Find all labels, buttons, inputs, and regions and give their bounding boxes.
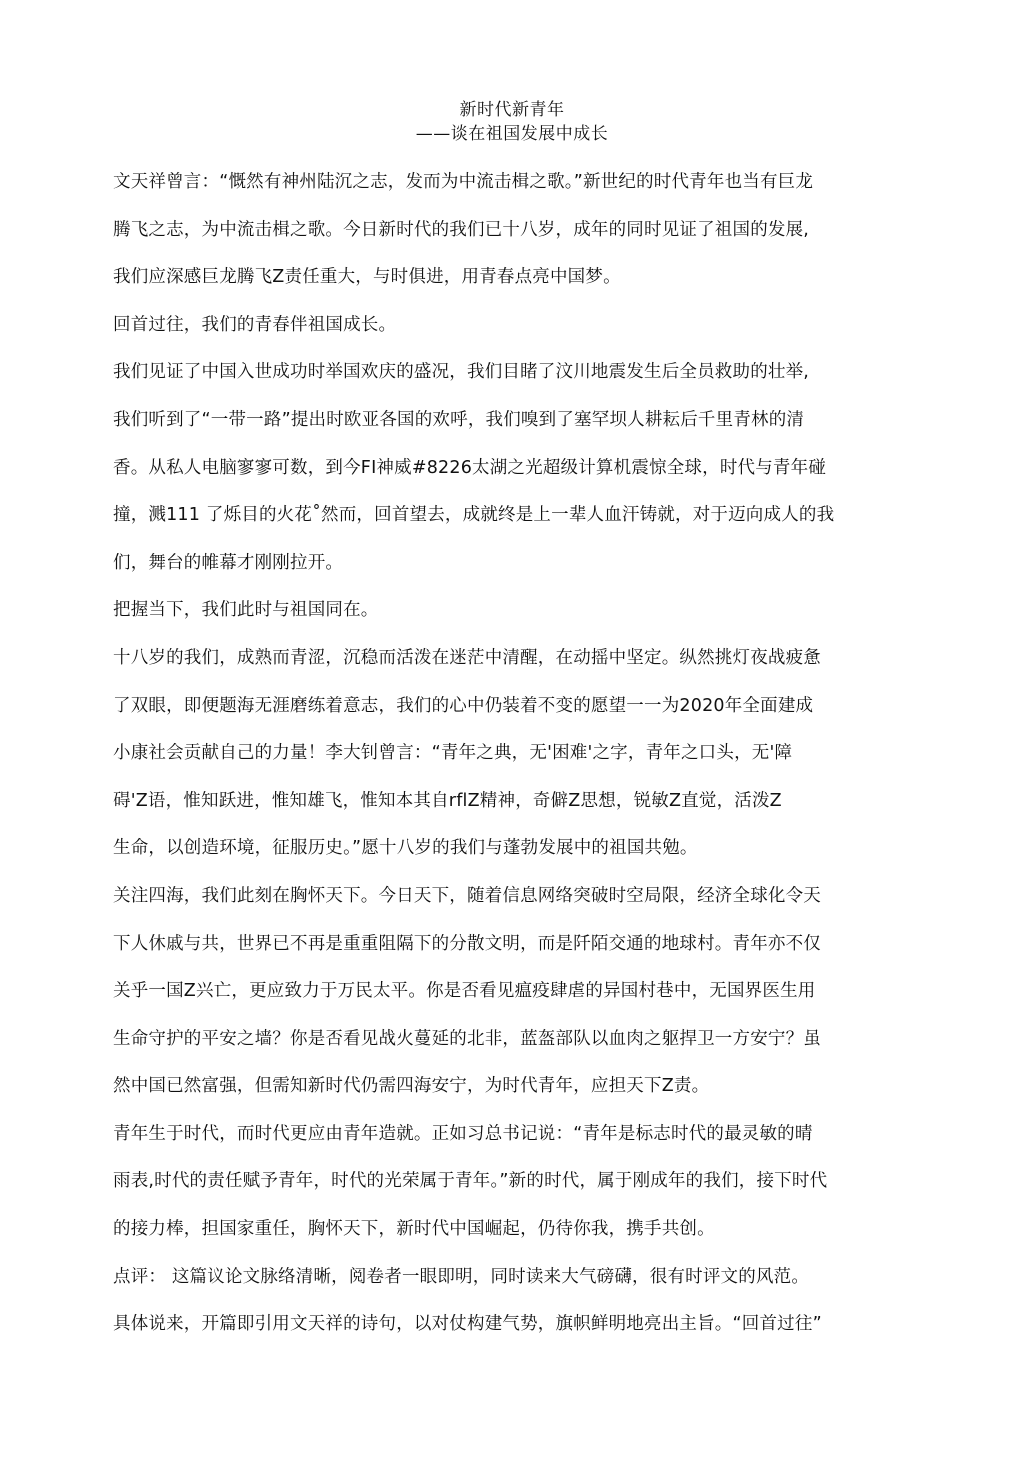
document-subtitle: ——谈在祖国发展中成长 xyxy=(415,124,609,144)
text-line: 然中国已然富强，但需知新时代仍需四海安宁，为时代青年，应担天下Z责。 xyxy=(113,1076,710,1097)
text-line: 了双眼，即便题海无涯磨练着意志，我们的心中仍装着不变的愿望一一为2020年全面建成 xyxy=(113,695,814,716)
text-line: 下人休戚与共，世界已不再是重重阻隔下的分散文明，而是阡陌交通的地球村。青年亦不仅 xyxy=(113,933,821,954)
text-line: 文天祥曾言：“慨然有神州陆沉之志，发而为中流击楫之歌。”新世纪的时代青年也当有巨龙 xyxy=(113,172,814,192)
text-line: 具体说来，开篇即引用文天祥的诗句，以对仗构建气势，旗帜鲜明地亮出主旨。“回首过往” xyxy=(113,1314,822,1335)
text-line: 青年生于时代，而时代更应由青年造就。正如习总书记说：“青年是标志时代的最灵敏的晴 xyxy=(113,1123,813,1144)
text-line: 把握当下，我们此时与祖国同在。 xyxy=(113,600,379,621)
text-line: 点评： 这篇议论文脉络清晰，阅卷者一眼即明，同时读来大气磅礴，很有时评文的风范。 xyxy=(113,1266,810,1287)
document-body xyxy=(113,166,893,1356)
text-line: 生命守护的平安之墙？你是否看见战火蔓延的北非，蓝盔部队以血肉之躯捍卫一方安宁？虽 xyxy=(113,1028,821,1049)
text-line: 关乎一国Z兴亡，更应致力于万民太平。你是否看见瘟疫肆虐的异国村巷中，无国界医生用 xyxy=(113,981,816,1002)
text-line: 们，舞台的帷幕才刚刚拉开。 xyxy=(113,552,344,573)
text-line: 回首过往，我们的青春伴祖国成长。 xyxy=(113,314,397,335)
text-line: 碍'Z语，惟知跃进，惟知雄飞，惟知本其自rflZ精神，奇僻Z思想，锐敏Z直觉，活泼Z xyxy=(113,790,782,811)
text-line: 我们听到了“一带一路”提出时欧亚各国的欢呼，我们嗅到了塞罕坝人耕耘后千里青林的清 xyxy=(113,409,805,430)
text-line: 撞，溅111 了烁目的火花˚然而，回首望去，成就终是上一辈人血汗铸就，对于迈向成人的我 xyxy=(113,505,835,526)
text-line: 生命，以创造环境，征服历史。”愿十八岁的我们与蓬勃发展中的祖国共勉。 xyxy=(113,838,698,859)
text-line: 雨表,时代的责任赋予青年，时代的光荣属于青年。”新的时代，属于刚成年的我们，接下时代 xyxy=(113,1171,828,1192)
text-line: 的接力棒，担国家重任，胸怀天下，新时代中国崛起，仍待你我，携手共创。 xyxy=(113,1219,715,1240)
text-line: 香。从私人电脑寥寥可数，到今FI神威#8226太湖之光超级计算机震惊全球，时代与青年碰 xyxy=(113,457,827,478)
text-line: 小康社会贡献自己的力量！李大钊曾言：“青年之典，无'困难'之字，青年之口头，无'障 xyxy=(113,743,793,764)
text-line: 十八岁的我们，成熟而青涩，沉稳而活泼在迷茫中清醒，在动摇中坚定。纵然挑灯夜战疲惫 xyxy=(113,647,821,668)
text-line: 腾飞之志，为中流击楫之歌。今日新时代的我们已十八岁，成年的同时见证了祖国的发展, xyxy=(113,219,810,240)
text-line: 我们见证了中国入世成功时举国欢庆的盛况，我们目睹了汶川地震发生后全员救助的壮举, xyxy=(113,362,810,383)
text-line: 我们应深感巨龙腾飞Z责任重大，与时俱进，用青春点亮中国梦。 xyxy=(113,267,621,288)
document-title: 新时代新青年 xyxy=(459,100,565,120)
text-line: 关注四海，我们此刻在胸怀天下。今日天下，随着信息网络突破时空局限，经济全球化令天 xyxy=(113,885,821,906)
title-block xyxy=(0,98,1024,146)
